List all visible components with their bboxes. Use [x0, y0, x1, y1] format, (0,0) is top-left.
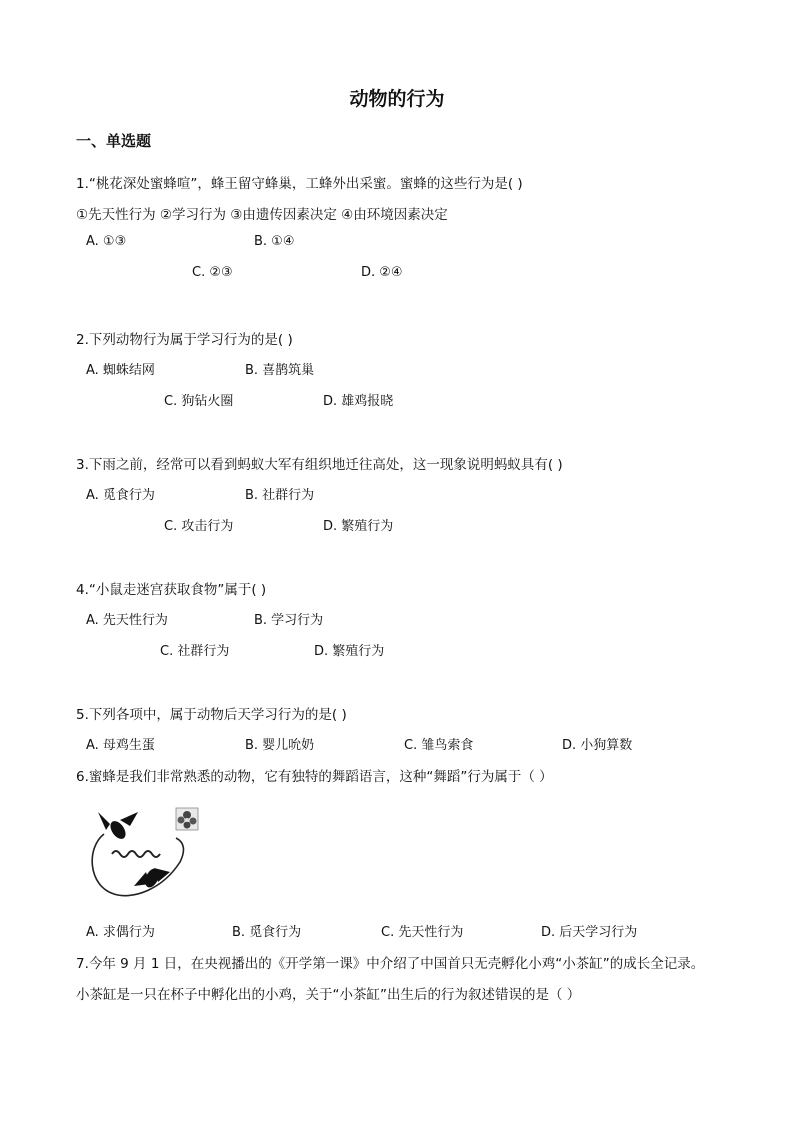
question-6-option-b[interactable]: B. 觅食行为: [232, 925, 302, 940]
question-7-stem: 7.今年 9 月 1 日，在央视播出的《开学第一课》中介绍了中国首只无壳孵化小鸡“小茶缸”的成长全记录。: [76, 956, 705, 972]
question-2-option-a[interactable]: A. 蜘蛛结网: [86, 363, 155, 378]
question-1-stem: 1.“桃花深处蜜蜂喧”，蜂王留守蜂巢，工蜂外出采蜜。蜜蜂的这些行为是( ): [76, 176, 523, 192]
flower-icon: [176, 808, 198, 830]
question-2-stem: 2.下列动物行为属于学习行为的是( ): [76, 332, 293, 348]
question-2-option-b[interactable]: B. 喜鹊筑巢: [245, 363, 315, 378]
question-6-stem: 6.蜜蜂是我们非常熟悉的动物，它有独特的舞蹈语言，这种“舞蹈”行为属于（ ）: [76, 769, 553, 785]
page-title: 动物的行为: [349, 88, 445, 110]
question-5-option-b[interactable]: B. 婴儿吮奶: [245, 738, 315, 753]
question-2-option-d[interactable]: D. 雄鸡报晓: [323, 394, 394, 409]
question-5-stem: 5.下列各项中，属于动物后天学习行为的是( ): [76, 707, 347, 723]
question-1-statements: ①先天性行为 ②学习行为 ③由遗传因素决定 ④由环境因素决定: [76, 207, 448, 223]
section-heading: 一、单选题: [76, 132, 152, 150]
question-1-option-b[interactable]: B. ①④: [254, 234, 295, 249]
question-6-option-c[interactable]: C. 先天性行为: [381, 925, 464, 940]
question-3-option-c[interactable]: C. 攻击行为: [164, 519, 234, 534]
dance-path: [92, 834, 183, 896]
bee-dance-illustration: [84, 806, 202, 902]
question-2-option-c[interactable]: C. 狗钻火圈: [164, 394, 234, 409]
question-3-stem: 3.下雨之前，经常可以看到蚂蚁大军有组织地迁往高处，这一现象说明蚂蚁具有( ): [76, 457, 563, 473]
question-6-option-d[interactable]: D. 后天学习行为: [541, 925, 638, 940]
question-4-option-b[interactable]: B. 学习行为: [254, 613, 324, 628]
question-3-option-b[interactable]: B. 社群行为: [245, 488, 315, 503]
bee-icon-upper: [98, 812, 138, 842]
question-1-option-d[interactable]: D. ②④: [361, 265, 403, 280]
question-1-option-c[interactable]: C. ②③: [192, 265, 233, 280]
bee-icon-lower: [134, 866, 170, 889]
question-1-option-a[interactable]: A. ①③: [86, 234, 127, 249]
question-4-option-a[interactable]: A. 先天性行为: [86, 613, 168, 628]
question-7-stem-continued: 小茶缸是一只在杯子中孵化出的小鸡，关于“小茶缸”出生后的行为叙述错误的是（ ）: [76, 987, 581, 1003]
question-4-stem: 4.“小鼠走迷宫获取食物”属于( ): [76, 582, 267, 598]
question-3-option-a[interactable]: A. 觅食行为: [86, 488, 155, 503]
question-6-option-a[interactable]: A. 求偶行为: [86, 925, 155, 940]
waggle-line: [112, 851, 160, 857]
question-5-option-a[interactable]: A. 母鸡生蛋: [86, 738, 155, 753]
question-4-option-d[interactable]: D. 繁殖行为: [314, 644, 385, 659]
question-5-option-d[interactable]: D. 小狗算数: [562, 738, 633, 753]
question-5-option-c[interactable]: C. 雏鸟索食: [404, 738, 474, 753]
question-3-option-d[interactable]: D. 繁殖行为: [323, 519, 394, 534]
question-4-option-c[interactable]: C. 社群行为: [160, 644, 230, 659]
